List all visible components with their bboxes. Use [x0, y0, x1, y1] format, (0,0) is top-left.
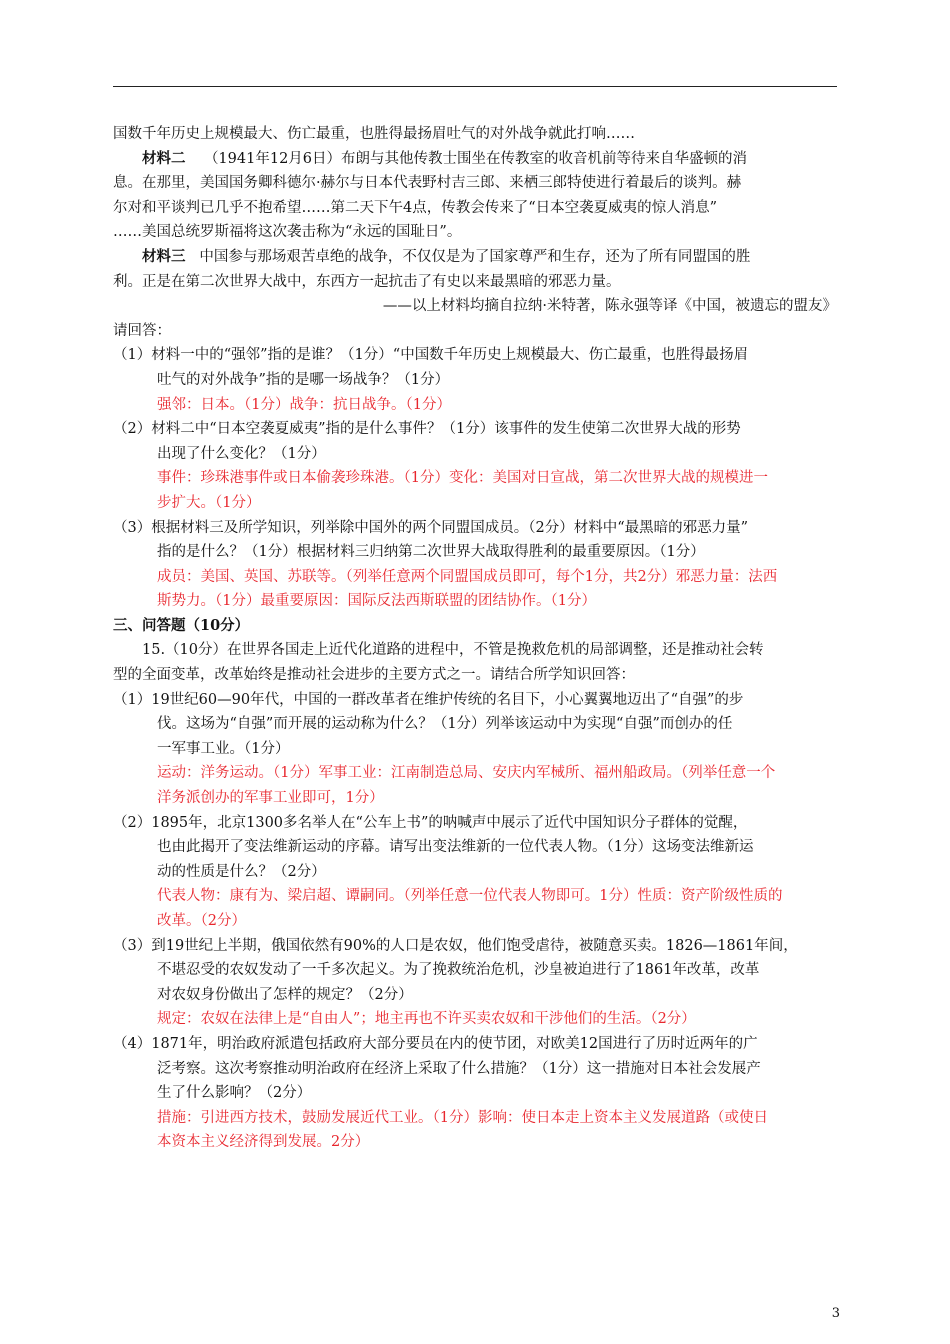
question-line: 泛考察。这次考察推动明治政府在经济上采取了什么措施？（1分）这一措施对日本社会发展产 — [157, 1060, 761, 1077]
question-line: （2）1895年，北京1300多名举人在“公车上书”的呐喊声中展示了近代中国知识分子群体的觉醒， — [113, 814, 748, 831]
question-line: （2）材料二中“日本空袭夏威夷”指的是什么事件？（1分）该事件的发生使第二次世界大战的形势 — [113, 421, 741, 438]
page-number: 3 — [831, 1306, 840, 1321]
prompt-line: 请回答： — [113, 322, 171, 339]
text-span: （1941年12月6日）布朗与其他传教士围坐在传教室的收音机前等待来自华盛顿的消 — [203, 150, 748, 167]
text-line: 国数千年历史上规模最大、伤亡最重，也胜得最扬眉吐气的对外战争就此打响…… — [113, 126, 635, 142]
answer-line: 改革。（2分） — [157, 913, 246, 929]
question-line: 一军事工业。（1分） — [157, 740, 290, 757]
text-line: 息。在那里，美国国务卿科德尔·赫尔与日本代表野村吉三郎、来栖三郎特使进行着最后的谈判。赫 — [113, 175, 742, 192]
question-line: 不堪忍受的农奴发动了一千多次起义。为了挽救统治危机，沙皇被迫进行了1861年改革，改革 — [157, 962, 760, 979]
text-span: 中国参与那场艰苦卓绝的战争，不仅仅是为了国家尊严和生存，还为了所有同盟国的胜 — [199, 248, 751, 265]
answer-line: 事件：珍珠港事件或日本偷袭珍珠港。（1分）变化：美国对日宣战，第二次世界大战的规模进一 — [157, 470, 768, 487]
material-label: 材料三 — [142, 247, 186, 265]
text-line: 尔对和平谈判已几乎不抱希望……第二天下午4点，传教会传来了“日本空袭夏威夷的惊人消息” — [113, 199, 718, 216]
question-line: 对农奴身份做出了怎样的规定？（2分） — [157, 986, 413, 1003]
answer-line: 代表人物：康有为、梁启超、谭嗣同。（列举任意一位代表人物即可。1分）性质：资产阶级性质的 — [157, 888, 783, 905]
question-line: 吐气的对外战争”指的是哪一场战争？（1分） — [157, 371, 450, 388]
answer-line: 规定：农奴在法律上是“自由人”；地主再也不许买卖农奴和干涉他们的生活。（2分） — [157, 1011, 696, 1028]
answer-line: 斯势力。（1分）最重要原因：国际反法西斯联盟的团结协作。（1分） — [157, 593, 596, 610]
answer-line: 步扩大。（1分） — [157, 494, 261, 511]
header-rule — [113, 86, 837, 87]
material-2-line — [113, 147, 837, 172]
question-line: 出现了什么变化？（1分） — [157, 445, 326, 462]
section-heading: 三、问答题（10分） — [113, 616, 250, 634]
question-line: （1）材料一中的“强邻”指的是谁？（1分）“中国数千年历史上规模最大、伤亡最重，也胜得最扬眉 — [113, 347, 749, 364]
answer-line: 洋务派创办的军事工业即可，1分） — [157, 790, 384, 807]
text-line: 利。正是在第二次世界大战中，东西方一起抗击了有史以来最黑暗的邪恶力量。 — [113, 273, 621, 290]
question-line: 动的性质是什么？（2分） — [157, 863, 326, 880]
question-line: （4）1871年，明治政府派遣包括政府大部分要员在内的使节团，对欧美12国进行了历时近两年的广 — [113, 1035, 758, 1052]
question-line: （1）19世纪60—90年代，中国的一群改革者在维护传统的名目下，小心翼翼地迈出了“自强”的步 — [113, 691, 744, 708]
answer-line: 措施：引进西方技术，鼓励发展近代工业。（1分）影响：使日本走上资本主义发展道路（或使日 — [157, 1109, 768, 1126]
answer-line: 成员：美国、英国、苏联等。（列举任意两个同盟国成员即可，每个1分，共2分）邪恶力量：法西 — [157, 568, 778, 585]
question-line: 伐。这场为“自强”而开展的运动称为什么？（1分）列举该运动中为实现“自强”而创办的任 — [157, 716, 733, 733]
question-line: 也由此揭开了变法维新运动的序幕。请写出变法维新的一位代表人物。（1分）这场变法维新运 — [157, 839, 754, 856]
text-line: ……美国总统罗斯福将这次袭击称为“永远的国耻日”。 — [113, 224, 462, 241]
answer-line: 本资本主义经济得到发展。2分） — [157, 1134, 370, 1151]
question-line: （3）到19世纪上半期，俄国依然有90%的人口是农奴，他们饱受虐待，被随意买卖。1826—1861年间， — [113, 937, 798, 954]
page-body — [113, 122, 837, 1155]
answer-line: 运动：洋务运动。（1分）军事工业：江南制造总局、安庆内军械所、福州船政局。（列举任意一个 — [157, 765, 776, 782]
question-line: 指的是什么？（1分）根据材料三归纳第二次世界大战取得胜利的最重要原因。（1分） — [157, 544, 705, 561]
question-line: 型的全面变革，改革始终是推动社会进步的主要方式之一。请结合所学知识回答： — [113, 667, 635, 684]
material-label: 材料二 — [142, 149, 186, 167]
question-line: 生了什么影响？（2分） — [157, 1085, 312, 1102]
answer-line: 强邻：日本。（1分）战争：抗日战争。（1分） — [157, 396, 451, 413]
question-line: （3）根据材料三及所学知识，列举除中国外的两个同盟国成员。（2分）材料中“最黑暗的邪恶力量” — [113, 519, 749, 536]
source-citation: ——以上材料均摘自拉纳·米特著，陈永强等译《中国，被遗忘的盟友》 — [382, 298, 837, 315]
material-3-line — [113, 245, 837, 270]
question-line: 15.（10分）在世界各国走上近代化道路的进程中，不管是挽救危机的局部调整，还是推动社会转 — [142, 642, 764, 659]
